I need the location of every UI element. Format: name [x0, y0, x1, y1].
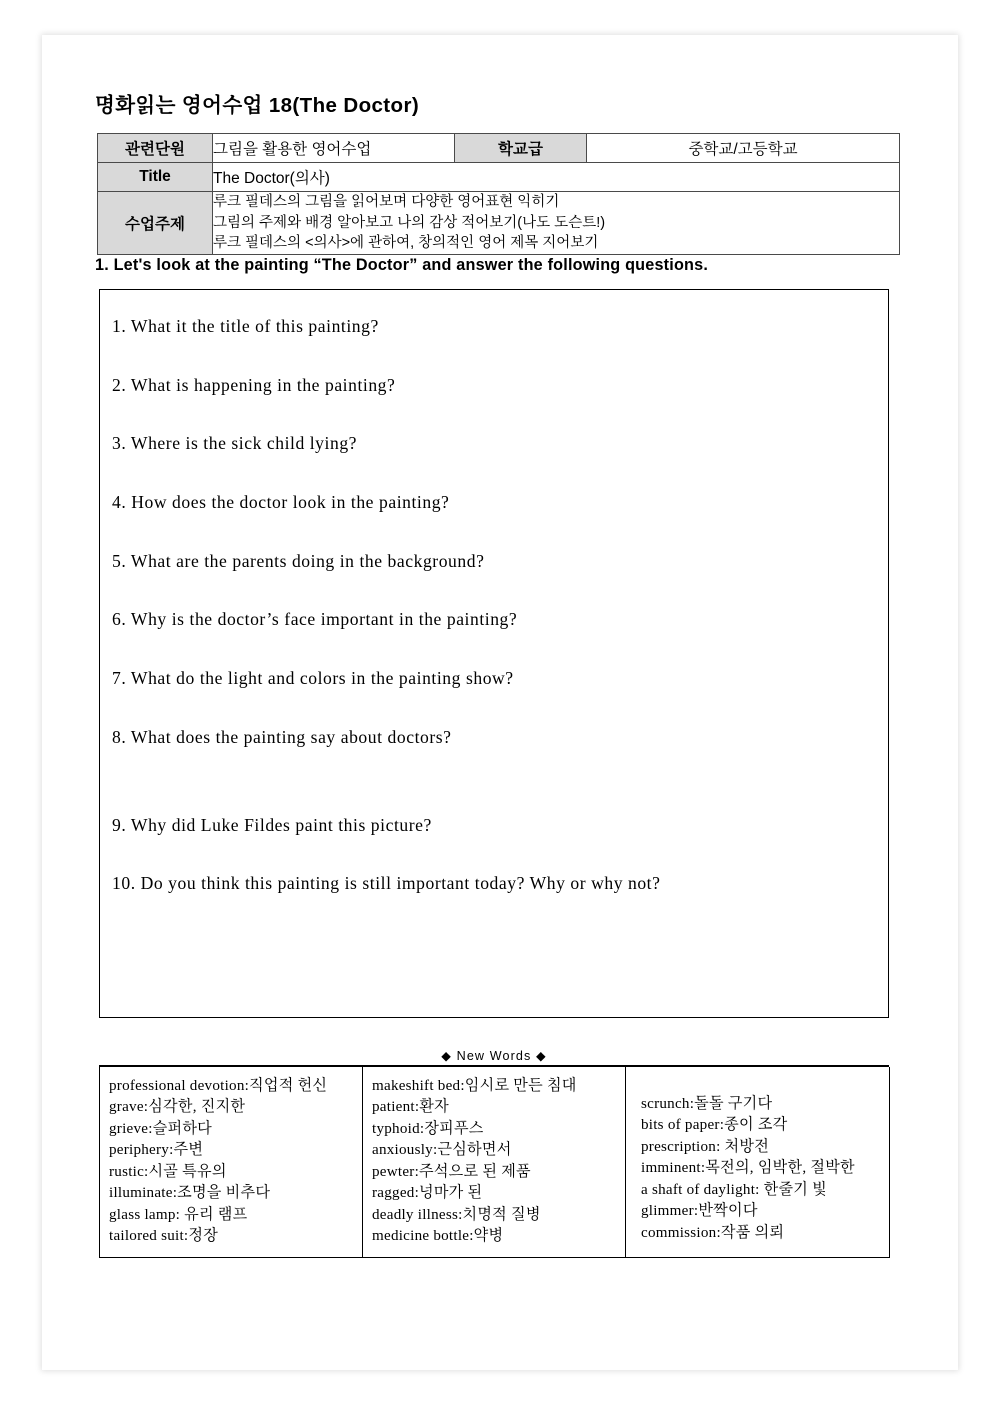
vocab-entry: tailored suit:정장	[109, 1227, 219, 1244]
lesson-info-table	[97, 133, 900, 255]
new-words-header	[99, 1048, 889, 1067]
info-label-school-level: 학교급	[455, 134, 587, 163]
info-label-unit: 관련단원	[98, 134, 213, 163]
vocabulary-table	[99, 1067, 890, 1258]
question-item: 4. How does the doctor look in the painting?	[112, 492, 450, 513]
table-row	[98, 134, 900, 163]
vocab-entry: rustic:시골 특유의	[109, 1163, 227, 1180]
vocab-entry: typhoid:장피푸스	[372, 1120, 484, 1137]
vocab-entry: a shaft of daylight: 한줄기 빛	[641, 1181, 827, 1198]
info-label-title: Title	[98, 163, 213, 192]
vocab-entry: patient:환자	[372, 1099, 449, 1116]
question-item: 3. Where is the sick child lying?	[112, 433, 358, 454]
table-row	[100, 1067, 890, 1258]
vocab-entry: bits of paper:종이 조각	[641, 1117, 788, 1134]
vocab-entry: grieve:슬퍼하다	[109, 1120, 212, 1137]
vocab-column-3	[626, 1067, 890, 1258]
page-title: 명화읽는 영어수업 18(The Doctor)	[95, 94, 420, 117]
info-value-lesson-topic	[213, 192, 900, 255]
vocab-entry: imminent:목전의, 임박한, 절박한	[641, 1160, 855, 1177]
question-item: 8. What does the painting say about doctors?	[112, 726, 452, 747]
vocab-entry: commission:작품 의뢰	[641, 1224, 785, 1241]
question-item: 5. What are the parents doing in the background?	[112, 550, 485, 571]
vocab-entry: ragged:넝마가 된	[372, 1185, 483, 1202]
vocab-list	[635, 1076, 889, 1244]
questions-list	[112, 318, 878, 905]
info-value-school-level: 중학교/고등학교	[587, 134, 900, 163]
info-label-lesson-topic: 수업주제	[98, 192, 213, 255]
document-page	[42, 35, 958, 1370]
question-item: 2. What is happening in the painting?	[112, 374, 396, 395]
vocab-entry: scrunch:돌돌 구기다	[641, 1096, 773, 1112]
vocab-entry: glimmer:반짝이다	[641, 1203, 758, 1220]
vocab-entry: illuminate:조명을 비추다	[109, 1185, 271, 1202]
vocab-entry: medicine bottle:약병	[372, 1227, 504, 1244]
vocab-entry: periphery:주변	[109, 1142, 204, 1159]
vocab-column-2	[363, 1067, 626, 1258]
new-words-label: ◆ New Words ◆	[441, 1049, 547, 1063]
activity-instruction: 1. Let's look at the painting “The Doctor” and answer the following questions.	[95, 256, 709, 274]
lesson-topic-line: 루크 필데스의 그림을 읽어보며 다양한 영어표현 익히기	[213, 194, 560, 210]
info-value-unit: 그림을 활용한 영어수업	[213, 134, 455, 163]
vocab-column-1	[100, 1067, 363, 1258]
info-value-title: The Doctor(의사)	[213, 163, 900, 192]
question-item: 7. What do the light and colors in the painting show?	[112, 668, 514, 689]
question-item: 1. What it the title of this painting?	[112, 316, 379, 336]
table-row	[98, 163, 900, 192]
question-item: 9. Why did Luke Fildes paint this picture?	[112, 814, 432, 835]
vocab-entry: professional devotion:직업적 헌신	[109, 1078, 328, 1094]
vocab-entry: pewter:주석으로 된 제품	[372, 1163, 531, 1180]
vocab-entry: glass lamp: 유리 램프	[109, 1206, 248, 1223]
lesson-topic-line: 그림의 주제와 배경 알아보고 나의 감상 적어보기(나도 도슨트!)	[213, 214, 606, 231]
vocab-list	[372, 1076, 625, 1247]
table-row	[98, 192, 900, 255]
question-item: 6. Why is the doctor’s face important in the painting?	[112, 609, 518, 630]
vocab-entry: prescription: 처방전	[641, 1138, 770, 1155]
vocab-list	[109, 1076, 362, 1247]
question-item: 10. Do you think this painting is still important today? Why or why not?	[112, 873, 661, 894]
vocab-entry: makeshift bed:임시로 만든 침대	[372, 1078, 577, 1094]
lesson-topic-line: 루크 필데스의 <의사>에 관하여, 창의적인 영어 제목 지어보기	[213, 235, 599, 252]
questions-box	[99, 289, 889, 1018]
vocab-entry: deadly illness:치명적 질병	[372, 1206, 541, 1223]
vocab-entry: anxiously:근심하면서	[372, 1142, 512, 1159]
vocab-entry: grave:심각한, 진지한	[109, 1099, 246, 1116]
